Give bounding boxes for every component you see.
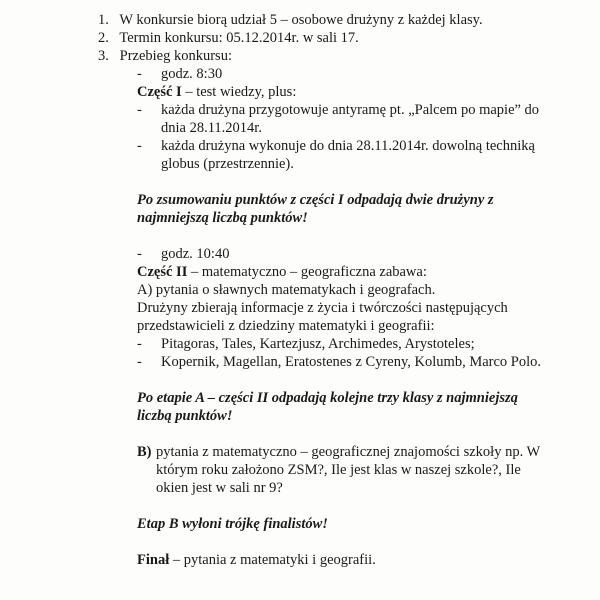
part1-bullet-1 <box>137 102 539 120</box>
final-text: – pytania z matematyki i geografii. <box>169 552 376 568</box>
bullet-text: każda drużyna przygotowuje antyramę pt. „Palcem po mapie” do <box>161 102 540 118</box>
time-text: godz. 10:40 <box>161 246 230 262</box>
part1-note-cont: najmniejszą liczbą punktów! <box>137 210 308 226</box>
part2-note-cont: liczbą punktów! <box>137 408 233 424</box>
b-label: B) <box>137 444 152 460</box>
list-item-2 <box>98 30 359 48</box>
part1-time <box>137 66 222 84</box>
bullet-dash: - <box>137 66 142 82</box>
final-label: Finał <box>137 552 170 568</box>
names-text: Pitagoras, Tales, Kartezjusz, Archimedes, Arystoteles; <box>161 336 475 352</box>
part1-bullet-2-cont: globus (przestrzennie). <box>161 156 294 172</box>
part2-note: Po etapie A – części II odpadają kolejne trzy klasy z najmniejszą <box>137 390 518 406</box>
bullet-text: każda drużyna wykonuje do dnia 28.11.2014r. dowolną techniką <box>161 138 535 154</box>
part-heading: Część II <box>137 264 188 280</box>
part2-names-1 <box>137 336 475 354</box>
part1-heading <box>137 84 296 102</box>
bullet-dash: - <box>137 246 142 262</box>
part2-a-line: A) pytania o sławnych matematykach i geografach. <box>137 282 436 298</box>
bullet-dash: - <box>137 102 142 118</box>
bullet-dash: - <box>137 354 142 370</box>
list-text: Przebieg konkursu: <box>119 48 232 64</box>
part2-b-line-cont-2: okien jest w sali nr 9? <box>156 480 283 496</box>
names-text: Kopernik, Magellan, Eratostenes z Cyreny, Kolumb, Marco Polo. <box>161 354 542 370</box>
part-heading-rest: – matematyczno – geograficzna zabawa: <box>187 264 427 280</box>
time-text: godz. 8:30 <box>161 66 223 82</box>
part2-time <box>137 246 229 264</box>
list-item-3 <box>98 48 232 66</box>
bullet-dash: - <box>137 138 142 154</box>
part2-b-line <box>137 444 540 462</box>
list-number: 2. <box>98 30 109 46</box>
part-heading: Część I <box>137 84 182 100</box>
list-number: 1. <box>98 12 109 28</box>
list-number: 3. <box>98 48 109 64</box>
part1-bullet-2 <box>137 138 535 156</box>
list-item-1 <box>98 12 483 30</box>
part1-bullet-1-cont: dnia 28.11.2014r. <box>161 120 262 136</box>
final-line <box>137 552 376 570</box>
part2-b-line-cont-1: którym roku założono ZSM?, Ile jest klas w naszej szkole?, Ile <box>156 462 521 478</box>
part2-description-cont: przedstawicieli z dziedziny matematyki i geografii: <box>137 318 435 334</box>
bullet-dash: - <box>137 336 142 352</box>
part2-description: Drużyny zbierają informacje z życia i twórczości następujących <box>137 300 508 316</box>
part2-heading <box>137 264 427 282</box>
list-text: W konkursie biorą udział 5 – osobowe drużyny z każdej klasy. <box>119 12 483 28</box>
part2-names-2 <box>137 354 541 372</box>
part-heading-rest: – test wiedzy, plus: <box>181 84 297 100</box>
etap-b-note: Etap B wyłoni trójkę finalistów! <box>137 516 328 532</box>
list-text: Termin konkursu: 05.12.2014r. w sali 17. <box>119 30 359 46</box>
b-text: pytania z matematyczno – geograficznej znajomości szkoły np. W <box>156 444 541 460</box>
part1-note: Po zsumowaniu punktów z części I odpadają dwie drużyny z <box>137 192 494 208</box>
